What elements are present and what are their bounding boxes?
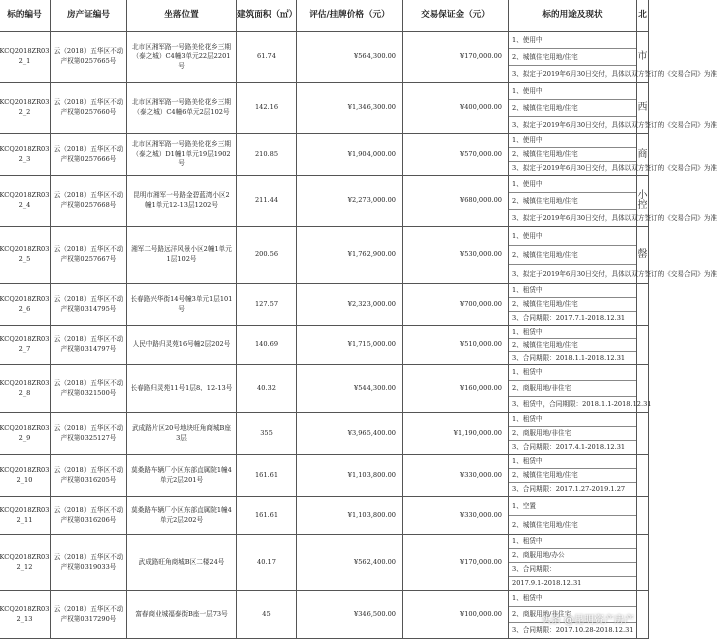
use-status-line: 3、合同期限： xyxy=(509,563,636,577)
edge-glyph: 小 xyxy=(637,190,648,202)
use-status-line: 2、商服用地/非住宅 xyxy=(509,381,636,397)
lot-id-cell: KCQ2018ZR03 2_8 xyxy=(0,365,51,413)
lot-id-cell: KCQ2018ZR03 2_1 xyxy=(0,32,51,83)
cert-number-cell: 云（2018）五华区不动产权第0257665号 xyxy=(51,32,127,83)
use-status-line: 3、合同期限：2017.7.1-2018.12.31 xyxy=(512,314,626,322)
address-cell: 莫桑路车辆厂小区东部直属院1幢4单元2层202号 xyxy=(127,497,237,535)
price-cell: ¥1,346,300.00 xyxy=(297,83,403,134)
price-cell: ¥1,762,900.00 xyxy=(297,227,403,284)
cert-number-cell: 云（2018）五华区不动产权第0321500号 xyxy=(51,365,127,413)
address-cell: 湘军二号路远洋风景小区2幢1单元1层102号 xyxy=(127,227,237,284)
use-status-line: 2、商服用地/非住宅 xyxy=(509,427,636,441)
use-status-line: 2、城镇住宅用地/住宅 xyxy=(509,100,636,117)
price-cell: ¥3,965,400.00 xyxy=(297,413,403,455)
use-status-line: 2、城镇住宅用地/住宅 xyxy=(509,298,636,312)
address-cell: 北市区湘军路一号路美伦花乡三期（泰之城）C4幢3单元22层2201号 xyxy=(127,32,237,83)
address-cell: 长春路归灵苑11号1层8、12-13号 xyxy=(127,365,237,413)
use-status-line: 2、商服用地/办公 xyxy=(509,549,636,563)
price-cell: ¥1,715,000.00 xyxy=(297,326,403,365)
col-header-cert: 房产证编号 xyxy=(51,0,127,32)
area-cell: 61.74 xyxy=(237,32,297,83)
deposit-cell: ¥570,000.00 xyxy=(403,134,509,176)
lot-id-cell: KCQ2018ZR03 2_13 xyxy=(0,591,51,639)
table-row xyxy=(0,176,649,227)
area-cell: 45 xyxy=(237,591,297,639)
use-status-line: 1、租赁中 xyxy=(509,591,636,607)
use-status-line: 2、城镇住宅用地/住宅 xyxy=(509,469,636,483)
cert-number-cell: 云（2018）五华区不动产权第0257667号 xyxy=(51,227,127,284)
cert-number-cell: 云（2018）五华区不动产权第0316206号 xyxy=(51,497,127,535)
header-row xyxy=(0,0,649,32)
address-cell: 昆明市湘军一号路金碧蓝湾小区2幢1单元12-13层1202号 xyxy=(127,176,237,227)
area-cell: 211.44 xyxy=(237,176,297,227)
area-cell: 161.61 xyxy=(237,497,297,535)
cert-number-cell: 云（2018）五华区不动产权第0314797号 xyxy=(51,326,127,365)
address-cell: 北市区湘军路一号路美伦花乡三期（泰之城）D1幢1单元19层1902号 xyxy=(127,134,237,176)
table-row xyxy=(0,535,649,591)
address-cell: 富春商业城福泰街B座一层73号 xyxy=(127,591,237,639)
edge-cell: 商 xyxy=(637,134,649,176)
area-cell: 142.16 xyxy=(237,83,297,134)
use-status-line: 3、拟定于2019年6月30日交付，具体以双方签订的《交易合同》为准 xyxy=(512,70,717,78)
use-status-line: 1、使用中 xyxy=(509,134,636,148)
use-status-line: 3、合同期限：2017.1.27-2019.1.27 xyxy=(512,485,626,493)
watermark: 头条 @昆明资产房产 xyxy=(540,615,634,626)
table-row xyxy=(0,134,649,176)
use-status-line: 1、空置 xyxy=(509,497,636,516)
use-status-line: 1、租赁中 xyxy=(509,326,636,339)
use-status-cell xyxy=(509,455,637,497)
lot-id-cell: KCQ2018ZR03 2_7 xyxy=(0,326,51,365)
use-status-line: 3、拟定于2019年6月30日交付，具体以双方签订的《交易合同》为准 xyxy=(512,214,717,222)
col-header-price: 评估/挂牌价格（元） xyxy=(297,0,403,32)
area-cell: 161.61 xyxy=(237,455,297,497)
col-header-use: 标的用途及现状 xyxy=(509,0,637,32)
lot-id-cell: KCQ2018ZR03 2_4 xyxy=(0,176,51,227)
edge-cell: 罄 xyxy=(637,227,649,284)
use-status-line: 2、城镇住宅用地/住宅 xyxy=(509,148,636,162)
col-header-deposit: 交易保证金（元） xyxy=(403,0,509,32)
lot-id-cell: KCQ2018ZR03 2_11 xyxy=(0,497,51,535)
edge-cell xyxy=(637,455,649,497)
use-status-line: 1、使用中 xyxy=(509,176,636,193)
deposit-cell: ¥700,000.00 xyxy=(403,284,509,326)
col-header-address: 坐落位置 xyxy=(127,0,237,32)
use-status-line: 1、使用中 xyxy=(509,83,636,100)
cert-number-cell: 云（2018）五华区不动产权第0257666号 xyxy=(51,134,127,176)
cert-number-cell: 云（2018）五华区不动产权第0316205号 xyxy=(51,455,127,497)
use-status-line: 2、城镇住宅用地/住宅 xyxy=(509,246,636,265)
use-status-line: 2、城镇住宅用地/住宅 xyxy=(509,339,636,352)
use-status-line: 3、拟定于2019年6月30日交付，具体以双方签订的《交易合同》为准 xyxy=(512,164,717,172)
edge-cell xyxy=(637,413,649,455)
use-status-line: 3、合同期限：2017.4.1-2018.12.31 xyxy=(512,443,626,451)
edge-cell xyxy=(637,497,649,535)
use-status-cell xyxy=(509,227,717,284)
cert-number-cell: 云（2018）五华区不动产权第0325127号 xyxy=(51,413,127,455)
price-cell: ¥1,103,800.00 xyxy=(297,497,403,535)
price-cell: ¥562,400.00 xyxy=(297,535,403,591)
use-status-line: 1、租赁中 xyxy=(509,365,636,381)
table-row xyxy=(0,326,649,365)
table-row xyxy=(0,32,649,83)
use-status-cell xyxy=(509,497,637,535)
lot-id-cell: KCQ2018ZR03 2_9 xyxy=(0,413,51,455)
use-status-line: 2、商服用地/非住宅 xyxy=(509,607,636,623)
use-status-cell xyxy=(509,83,717,134)
lot-id-cell: KCQ2018ZR03 2_2 xyxy=(0,83,51,134)
address-cell: 北市区湘军路一号路美伦花乡三期（泰之城）C4幢6单元2层102号 xyxy=(127,83,237,134)
deposit-cell: ¥510,000.00 xyxy=(403,326,509,365)
table-row xyxy=(0,455,649,497)
price-cell: ¥564,300.00 xyxy=(297,32,403,83)
edge-cell: 市 xyxy=(637,32,649,83)
use-status-line: 1、使用中 xyxy=(509,227,636,246)
deposit-cell: ¥1,190,000.00 xyxy=(403,413,509,455)
use-status-cell xyxy=(509,535,637,591)
price-cell: ¥2,273,000.00 xyxy=(297,176,403,227)
price-cell: ¥2,323,000.00 xyxy=(297,284,403,326)
use-status-line: 2、城镇住宅用地/住宅 xyxy=(509,193,636,210)
deposit-cell: ¥330,000.00 xyxy=(403,497,509,535)
cert-number-cell: 云（2018）五华区不动产权第0257660号 xyxy=(51,83,127,134)
table-row xyxy=(0,284,649,326)
deposit-cell: ¥160,000.00 xyxy=(403,365,509,413)
cert-number-cell: 云（2018）五华区不动产权第0317290号 xyxy=(51,591,127,639)
deposit-cell: ¥330,000.00 xyxy=(403,455,509,497)
use-status-line: 3、合同期限：2018.1.1-2018.12.31 xyxy=(512,354,626,362)
deposit-cell: ¥530,000.00 xyxy=(403,227,509,284)
table-row xyxy=(0,227,649,284)
price-cell: ¥346,500.00 xyxy=(297,591,403,639)
use-status-cell xyxy=(509,326,637,365)
address-cell: 武成路旺角商城B区二楼24号 xyxy=(127,535,237,591)
edge-cell xyxy=(637,591,649,639)
area-cell: 200.56 xyxy=(237,227,297,284)
price-cell: ¥544,300.00 xyxy=(297,365,403,413)
use-status-line: 3、租赁中，合同期限：2018.1.1-2018.12.31 xyxy=(512,400,652,408)
use-status-cell xyxy=(509,32,717,83)
address-cell: 武成路片区20号地块旺角商城B座3层 xyxy=(127,413,237,455)
use-status-line: 3、拟定于2019年6月30日交付，具体以双方签订的《交易合同》为准 xyxy=(512,121,717,129)
cert-number-cell: 云（2018）五华区不动产权第0319033号 xyxy=(51,535,127,591)
area-cell: 210.85 xyxy=(237,134,297,176)
edge-cell xyxy=(637,326,649,365)
use-status-cell xyxy=(509,176,717,227)
deposit-cell: ¥170,000.00 xyxy=(403,32,509,83)
deposit-cell: ¥680,000.00 xyxy=(403,176,509,227)
use-status-line: 2017.9.1-2018.12.31 xyxy=(512,579,582,587)
table-row xyxy=(0,413,649,455)
col-header-id: 标的编号 xyxy=(0,0,51,32)
area-cell: 355 xyxy=(237,413,297,455)
edge-glyph: 控 xyxy=(637,200,648,211)
use-status-line: 3、拟定于2019年6月30日交付，具体以双方签订的《交易合同》为准 xyxy=(512,270,717,278)
table-row xyxy=(0,83,649,134)
cert-number-cell: 云（2018）五华区不动产权第0257668号 xyxy=(51,176,127,227)
lot-id-cell: KCQ2018ZR03 2_10 xyxy=(0,455,51,497)
use-status-line: 1、使用中 xyxy=(509,32,636,49)
col-header-area: 建筑面积（㎡） xyxy=(237,0,297,32)
use-status-line: 2、城镇住宅用地/住宅 xyxy=(509,49,636,66)
col-header-edge: 北 xyxy=(637,0,649,32)
deposit-cell: ¥100,000.00 xyxy=(403,591,509,639)
edge-cell: 西 xyxy=(637,83,649,134)
use-status-cell xyxy=(509,365,652,413)
area-cell: 127.57 xyxy=(237,284,297,326)
address-cell: 人民中路归灵苑16号幢2层202号 xyxy=(127,326,237,365)
use-status-line: 1、租赁中 xyxy=(509,284,636,298)
price-cell: ¥1,103,800.00 xyxy=(297,455,403,497)
price-cell: ¥1,904,000.00 xyxy=(297,134,403,176)
area-cell: 140.69 xyxy=(237,326,297,365)
table-row xyxy=(0,365,649,413)
address-cell: 长春路兴华街14号幢3单元1层101号 xyxy=(127,284,237,326)
use-status-line: 1、租赁中 xyxy=(509,535,636,549)
use-status-cell xyxy=(509,284,637,326)
cert-number-cell: 云（2018）五华区不动产权第0314795号 xyxy=(51,284,127,326)
use-status-line: 3、合同期限：2017.10.28-2018.12.31 xyxy=(512,626,634,634)
area-cell: 40.17 xyxy=(237,535,297,591)
lot-id-cell: KCQ2018ZR03 2_6 xyxy=(0,284,51,326)
edge-cell xyxy=(637,284,649,326)
lot-id-cell: KCQ2018ZR03 2_5 xyxy=(0,227,51,284)
address-cell: 莫桑路车辆厂小区东部直属院1幢4单元2层201号 xyxy=(127,455,237,497)
use-status-cell xyxy=(509,134,717,176)
use-status-line: 2、城镇住宅用地/住宅 xyxy=(512,521,578,529)
area-cell: 40.32 xyxy=(237,365,297,413)
use-status-cell xyxy=(509,413,637,455)
edge-cell xyxy=(637,535,649,591)
lot-id-cell: KCQ2018ZR03 2_12 xyxy=(0,535,51,591)
deposit-cell: ¥170,000.00 xyxy=(403,535,509,591)
table-row xyxy=(0,497,649,535)
use-status-line: 1、租赁中 xyxy=(509,413,636,427)
deposit-cell: ¥400,000.00 xyxy=(403,83,509,134)
use-status-line: 1、租赁中 xyxy=(509,455,636,469)
lot-id-cell: KCQ2018ZR03 2_3 xyxy=(0,134,51,176)
